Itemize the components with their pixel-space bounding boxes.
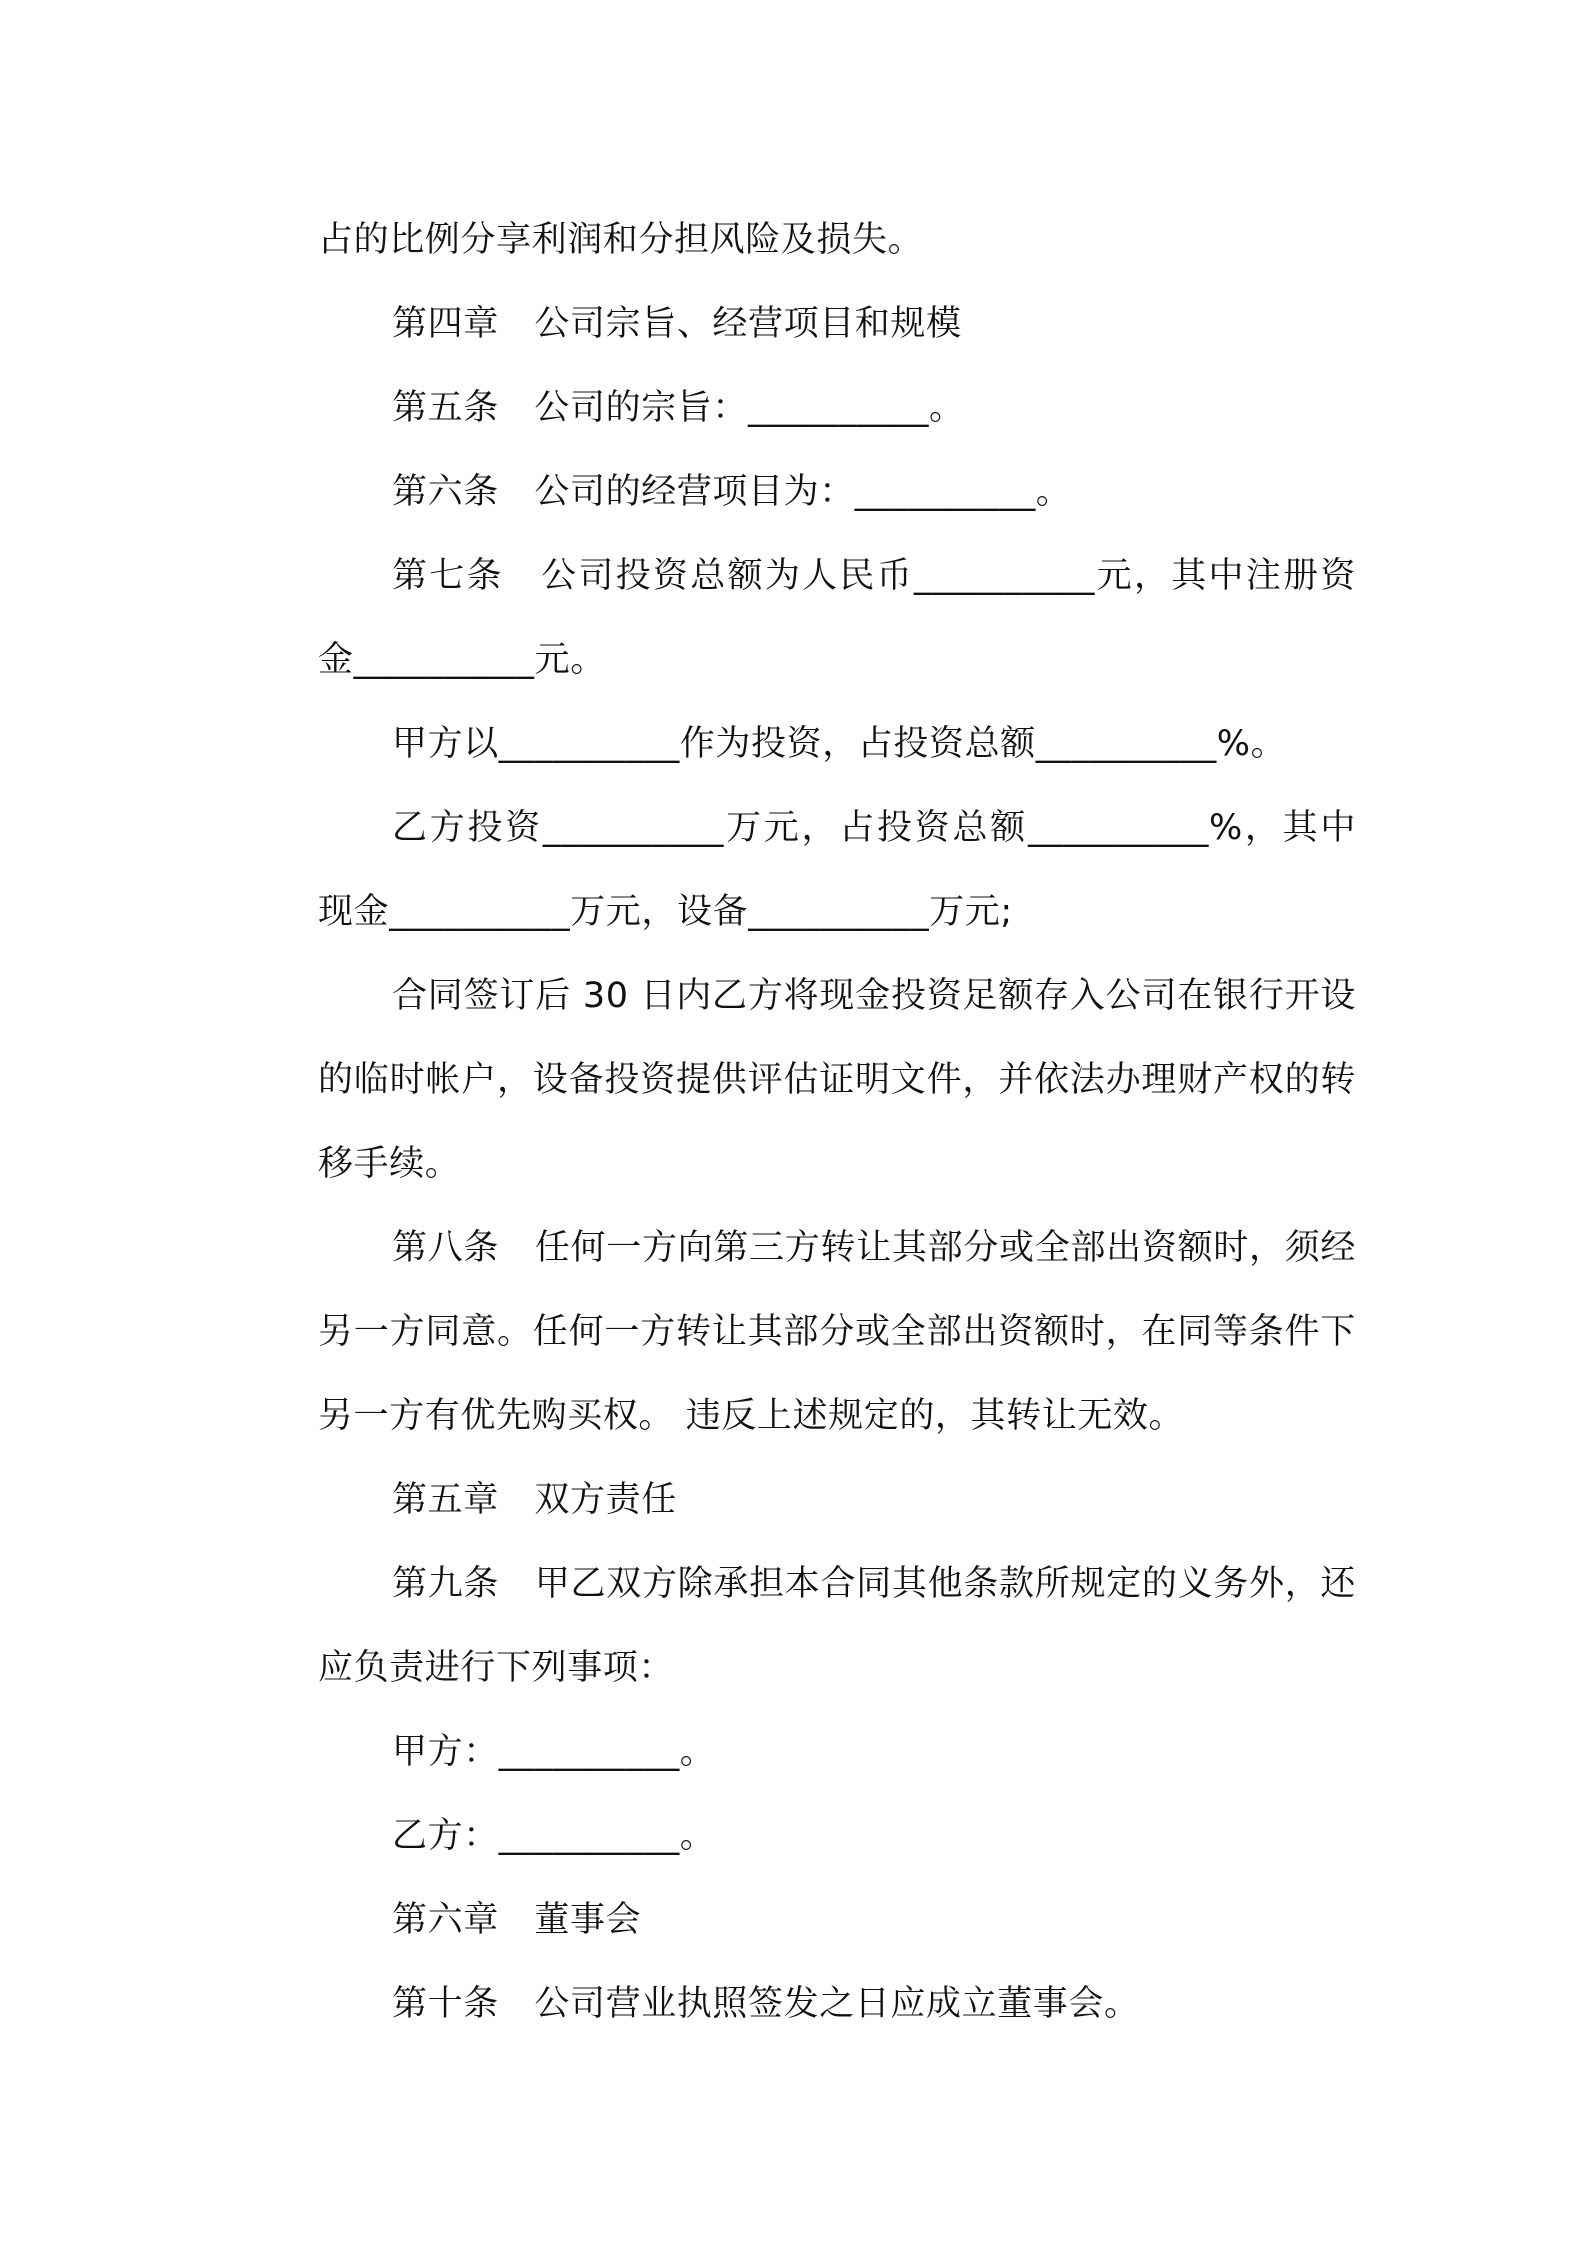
- article-six: 第六条 公司的经营项目为：__________。: [392, 472, 1072, 512]
- article-five: 第五条 公司的宗旨：__________。: [392, 388, 965, 428]
- party-b-duty: 乙方：__________。: [392, 1816, 716, 1856]
- party-b-investment: 乙方投资__________万元，占投资总额__________%，其中现金__________万元，设备__________万元;: [318, 808, 1356, 932]
- chapter-six-heading: 第六章 董事会: [392, 1900, 642, 1940]
- article-eight: 第八条 任何一方向第三方转让其部分或全部出资额时，须经另一方同意。任何一方转让其部分或全部出资额时，在同等条件下另一方有优先购买权。 违反上述规定的，其转让无效。: [318, 1228, 1356, 1436]
- document-page: [318, 198, 1356, 2046]
- article-ten: 第十条 公司营业执照签发之日应成立董事会。: [392, 1984, 1140, 2024]
- paragraph-continuation: 占的比例分享利润和分担风险及损失。: [318, 220, 924, 260]
- chapter-four-heading: 第四章 公司宗旨、经营项目和规模: [392, 304, 962, 344]
- party-a-investment: 甲方以__________作为投资，占投资总额__________%。: [392, 724, 1287, 764]
- deposit-clause: 合同签订后 30 日内乙方将现金投资足额存入公司在银行开设的临时帐户，设备投资提供评估证明文件，并依法办理财产权的转移手续。: [318, 976, 1356, 1184]
- party-a-duty: 甲方：__________。: [392, 1732, 716, 1772]
- article-nine: 第九条 甲乙双方除承担本合同其他条款所规定的义务外，还应负责进行下列事项：: [318, 1564, 1356, 1688]
- chapter-five-heading: 第五章 双方责任: [392, 1480, 677, 1520]
- article-seven: 第七条 公司投资总额为人民币__________元，其中注册资金__________元。: [318, 556, 1356, 680]
